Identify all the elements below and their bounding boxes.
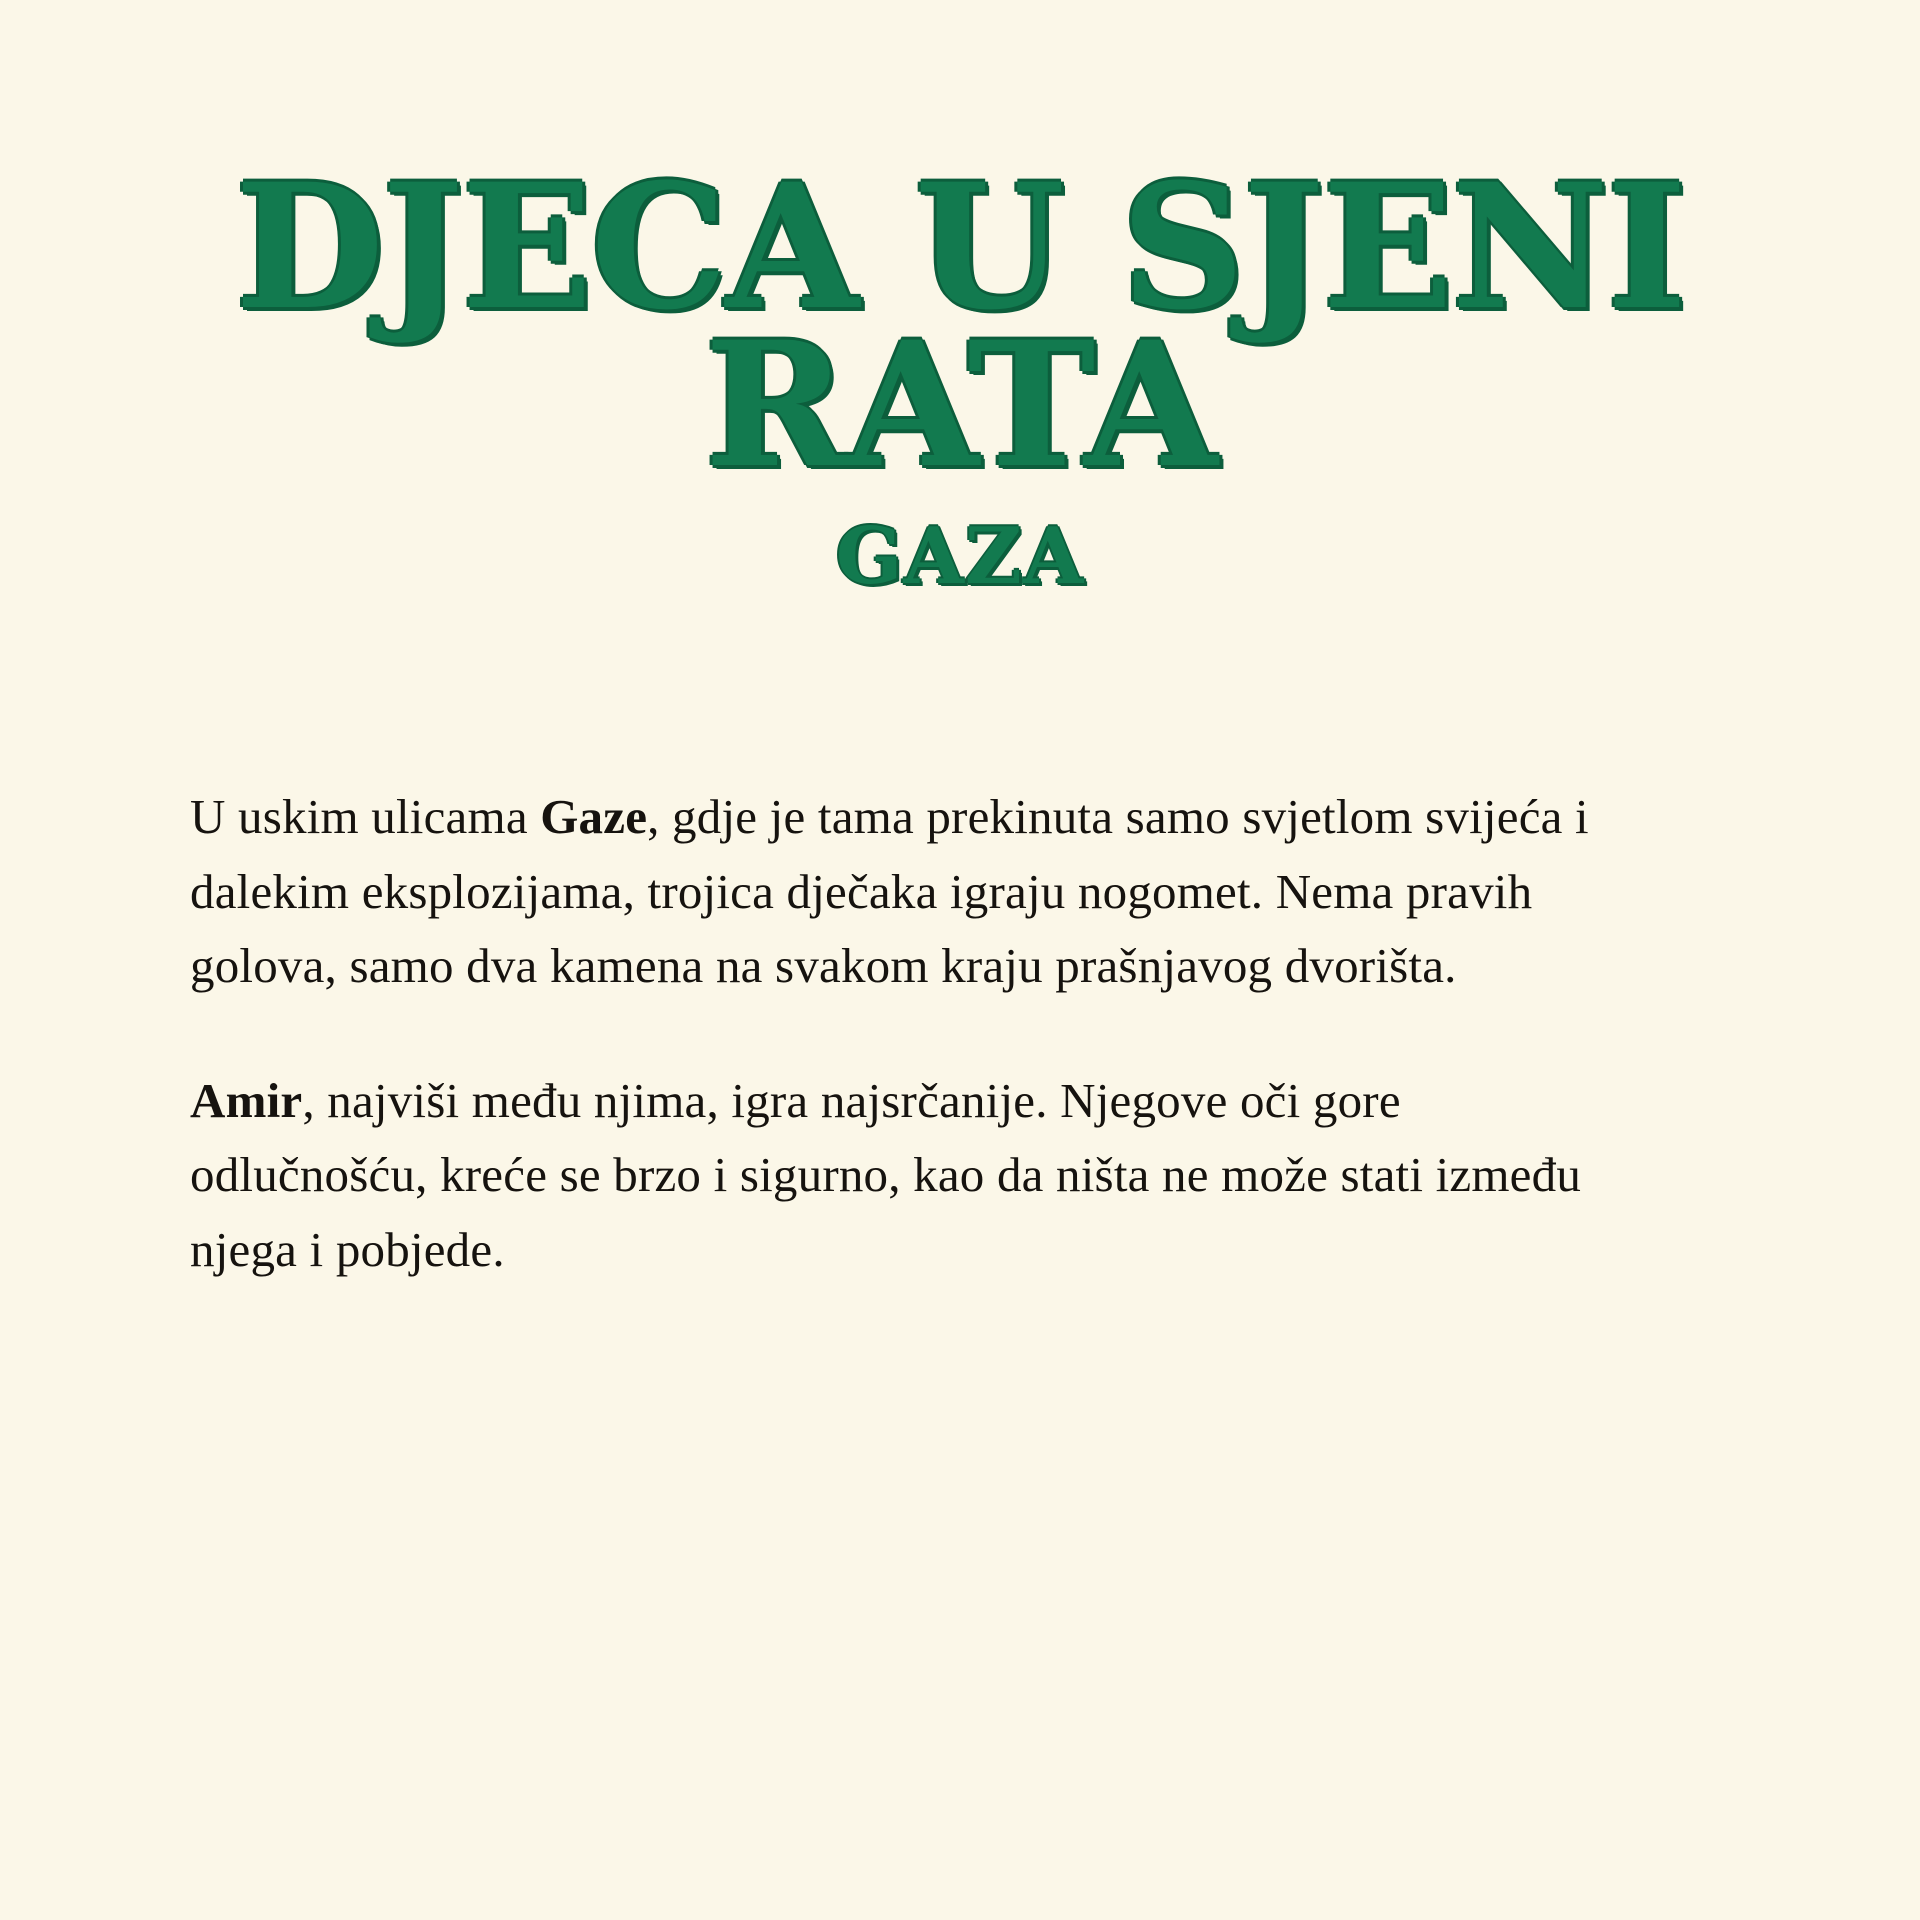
title-block bbox=[0, 0, 1920, 603]
page-title-line-1: DJECA U SJENI bbox=[234, 145, 1686, 348]
body-text-block bbox=[0, 780, 1920, 1287]
page-subtitle: GAZA bbox=[835, 511, 1085, 603]
paragraph-1: U uskim ulicama Gaze, gdje je tama prekinuta samo svjetlom svijeća i dalekim eksplozijama, trojica dječaka igraju nogomet. Nema pravih golova, samo dva kamena na svakom kraju prašnjavog dvorišta. bbox=[190, 789, 1589, 994]
paragraph-2: Amir, najviši među njima, igra najsrčanije. Njegove oči gore odlučnošću, kreće se brzo i sigurno, kao da ništa ne može stati između njega i pobjede. bbox=[190, 1072, 1582, 1277]
page-title-line-2: RATA bbox=[704, 303, 1216, 507]
